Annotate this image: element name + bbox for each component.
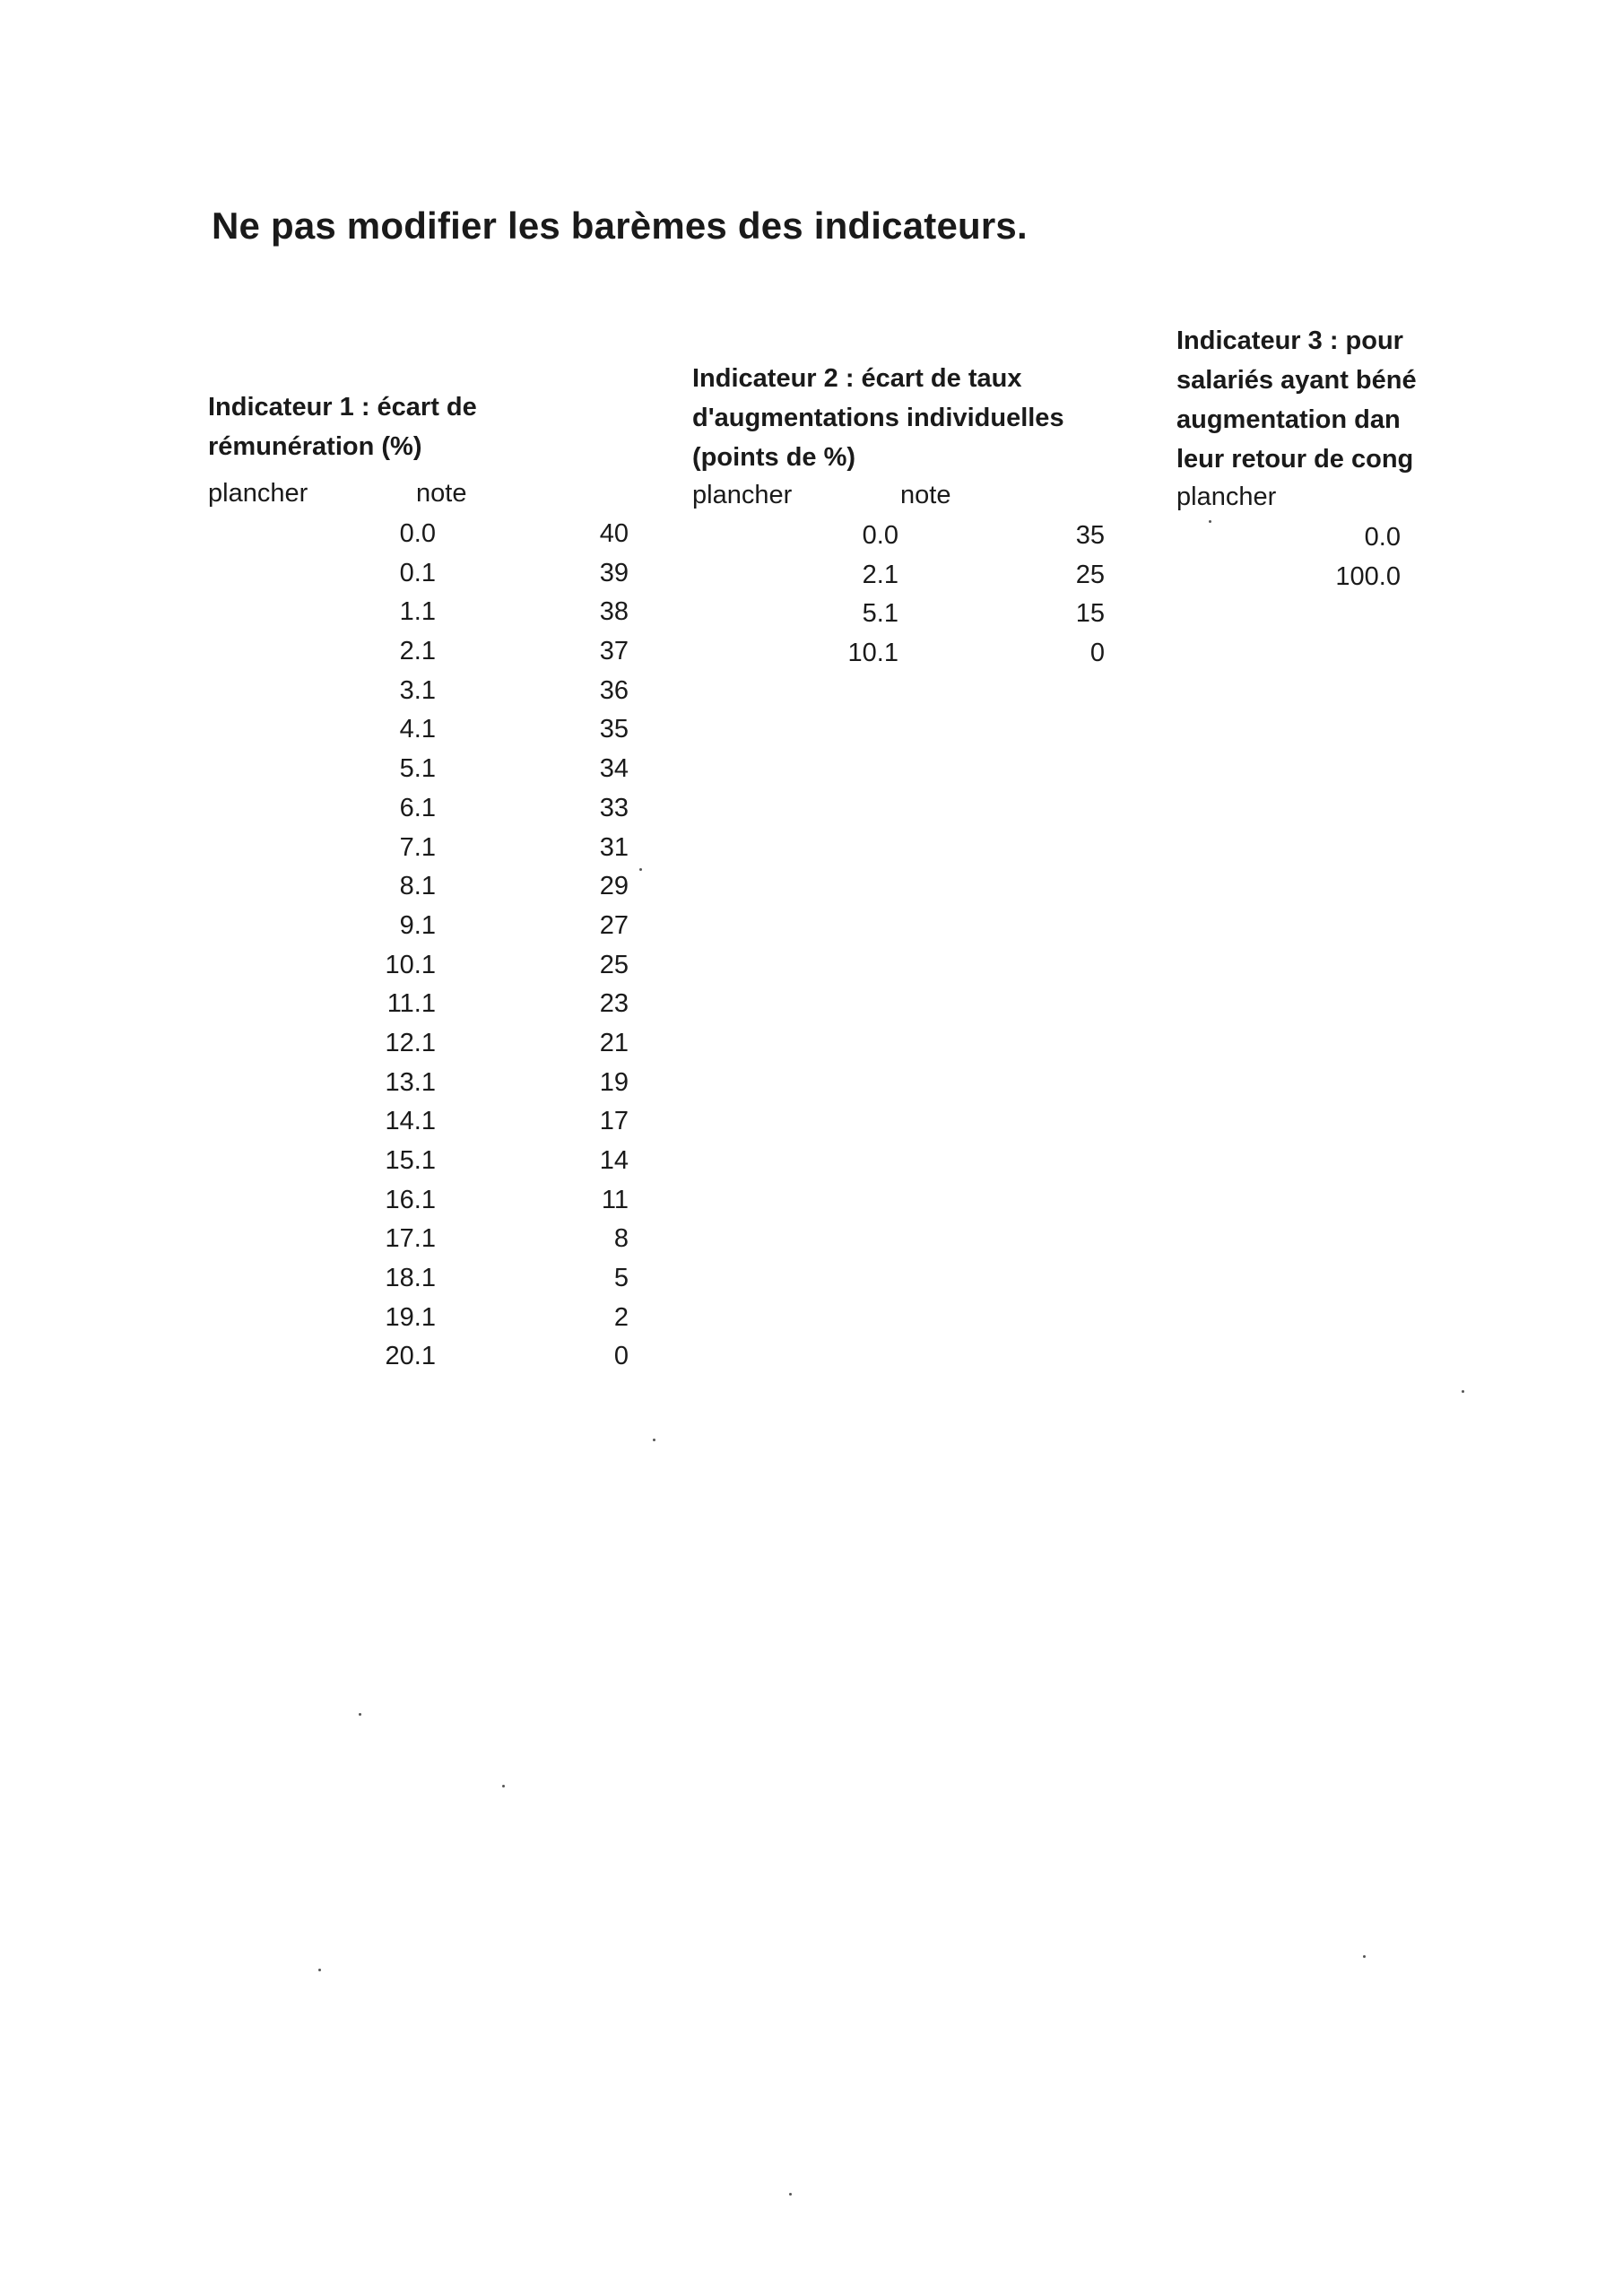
note-value: 15	[1075, 599, 1105, 629]
note-value: 39	[599, 558, 629, 587]
table-row	[208, 1299, 629, 1338]
plancher-value: 100.0	[1335, 561, 1401, 591]
note-value: 31	[599, 832, 629, 862]
note-value: 35	[1075, 521, 1105, 550]
scan-speck	[789, 2193, 792, 2196]
note-value: 36	[599, 675, 629, 705]
plancher-value: 6.1	[399, 793, 436, 822]
scan-speck	[359, 1713, 361, 1716]
table-row	[208, 1259, 629, 1299]
scan-speck	[1209, 520, 1211, 523]
scan-speck	[639, 868, 642, 871]
indicator-1-header-note: note	[416, 479, 467, 508]
plancher-value: 10.1	[847, 639, 898, 668]
plancher-value: 15.1	[385, 1146, 436, 1175]
indicator-3-rows	[1176, 518, 1401, 596]
note-value: 5	[613, 1264, 629, 1293]
indicator-1-rows	[208, 515, 629, 1377]
plancher-value: 0.0	[1364, 523, 1401, 552]
table-row	[208, 1064, 629, 1103]
note-value: 34	[599, 754, 629, 784]
note-value: 37	[599, 637, 629, 666]
note-value: 14	[599, 1146, 629, 1175]
plancher-value: 17.1	[385, 1224, 436, 1254]
scan-speck	[1462, 1390, 1464, 1393]
plancher-value: 3.1	[399, 675, 436, 705]
plancher-value: 14.1	[385, 1107, 436, 1136]
table-row	[208, 593, 629, 632]
table-row	[208, 672, 629, 711]
note-value: 0	[613, 1342, 629, 1371]
plancher-value: 4.1	[399, 715, 436, 744]
plancher-value: 0.0	[399, 519, 436, 548]
plancher-value: 10.1	[385, 950, 436, 979]
table-row	[692, 556, 1105, 596]
note-value: 40	[599, 519, 629, 548]
table-row	[208, 907, 629, 946]
plancher-value: 9.1	[399, 910, 436, 940]
table-row	[692, 634, 1105, 674]
plancher-value: 18.1	[385, 1264, 436, 1293]
table-row	[208, 1181, 629, 1221]
plancher-value: 12.1	[385, 1028, 436, 1057]
table-row	[208, 985, 629, 1024]
plancher-value: 5.1	[399, 754, 436, 784]
note-value: 33	[599, 793, 629, 822]
note-value: 23	[599, 989, 629, 1019]
table-row	[1176, 558, 1401, 597]
plancher-value: 5.1	[862, 599, 898, 629]
note-value: 21	[599, 1028, 629, 1057]
note-value: 0	[1089, 639, 1105, 668]
scan-speck	[318, 1969, 321, 1971]
note-value: 11	[601, 1185, 629, 1214]
table-row	[208, 1102, 629, 1142]
note-value: 8	[613, 1224, 629, 1254]
scan-speck	[1363, 1955, 1366, 1958]
table-row	[208, 515, 629, 554]
indicator-2-title: Indicateur 2 : écart de taux d'augmentations individuelles (points de %)	[692, 364, 1064, 472]
table-row	[208, 710, 629, 750]
note-value: 2	[613, 1302, 629, 1332]
table-row	[1176, 518, 1401, 558]
table-row	[208, 1220, 629, 1259]
table-row	[208, 1337, 629, 1377]
plancher-value: 13.1	[385, 1067, 436, 1097]
indicator-1-header-plancher: plancher	[208, 479, 308, 508]
indicator-2-header-plancher: plancher	[692, 481, 793, 509]
table-row	[208, 829, 629, 868]
table-row	[208, 867, 629, 907]
plancher-value: 19.1	[385, 1302, 436, 1332]
page-title: Ne pas modifier les barèmes des indicateurs.	[212, 204, 1028, 247]
plancher-value: 0.1	[399, 558, 436, 587]
scan-speck	[502, 1785, 505, 1787]
note-value: 38	[599, 597, 629, 627]
table-row	[208, 554, 629, 594]
note-value: 17	[599, 1107, 629, 1136]
note-value: 19	[599, 1067, 629, 1097]
plancher-value: 11.1	[386, 989, 436, 1019]
table-row	[208, 946, 629, 986]
plancher-value: 7.1	[399, 832, 436, 862]
plancher-value: 2.1	[862, 560, 898, 589]
table-row	[692, 517, 1105, 556]
plancher-value: 20.1	[385, 1342, 436, 1371]
indicator-2-rows	[692, 517, 1105, 674]
table-row	[208, 632, 629, 672]
scan-speck	[653, 1439, 655, 1441]
plancher-value: 8.1	[399, 872, 436, 901]
note-value: 35	[599, 715, 629, 744]
table-row	[208, 789, 629, 829]
note-value: 25	[1075, 560, 1105, 589]
indicator-3-title: Indicateur 3 : pour salariés ayant béné augmentation dan leur retour de cong	[1176, 326, 1417, 474]
table-row	[208, 1024, 629, 1064]
note-value: 29	[599, 872, 629, 901]
note-value: 27	[599, 910, 629, 940]
indicator-3-header-plancher: plancher	[1176, 483, 1277, 511]
plancher-value: 2.1	[399, 637, 436, 666]
plancher-value: 16.1	[385, 1185, 436, 1214]
plancher-value: 1.1	[399, 597, 436, 627]
table-row	[692, 595, 1105, 634]
table-row	[208, 750, 629, 789]
indicator-3-table	[1176, 0, 1623, 2296]
indicator-2-header-note: note	[900, 481, 951, 509]
indicator-1-title: Indicateur 1 : écart de rémunération (%)	[208, 393, 477, 461]
plancher-value: 0.0	[862, 521, 898, 550]
note-value: 25	[599, 950, 629, 979]
table-row	[208, 1142, 629, 1181]
